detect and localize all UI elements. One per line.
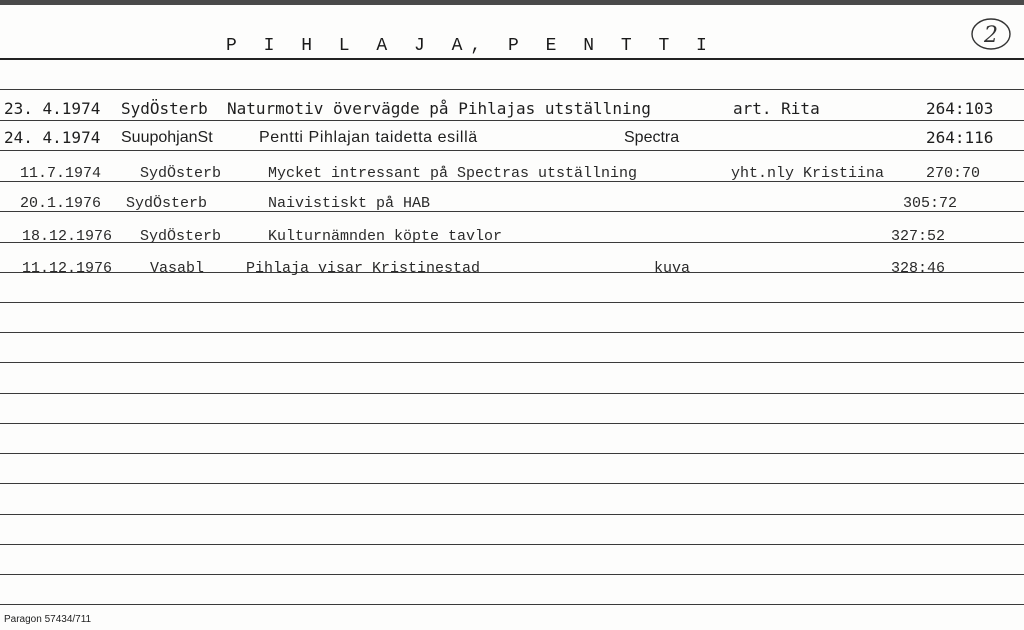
card-heading: P I H L A J A, P E N T T I: [226, 36, 715, 56]
card-footer-print: Paragon 57434/711: [4, 614, 92, 625]
entry-title: Pihlaja visar Kristinestad: [246, 260, 481, 277]
entry-date: 11.12.1976: [22, 260, 113, 277]
entry-source: SydÖsterb: [140, 228, 222, 245]
ruled-line: [0, 120, 1024, 121]
ruled-line: [0, 514, 1024, 515]
entry-source: SydÖsterb: [121, 99, 208, 118]
ruled-line: [0, 604, 1024, 605]
entry-source: Vasabl: [150, 260, 205, 277]
ruled-line: [0, 393, 1024, 394]
ruled-line: [0, 574, 1024, 575]
entry-date: 24. 4.1974: [4, 128, 101, 147]
ruled-line: [0, 302, 1024, 303]
entry-title: Pentti Pihlajan taidetta esillä: [259, 129, 478, 146]
entry-title: Naivistiskt på HAB: [268, 195, 431, 212]
entry-note: Spectra: [624, 129, 680, 146]
ruled-line: [0, 150, 1024, 151]
ruled-line: [0, 362, 1024, 363]
entry-ref: 264:116: [926, 128, 994, 147]
ruled-line: [0, 332, 1024, 333]
entry-note: art. Rita: [733, 99, 820, 118]
entry-date: 20.1.1976: [20, 195, 102, 212]
entry-ref: 270:70: [926, 165, 981, 182]
page-number: 2: [984, 23, 998, 48]
ruled-line: [0, 423, 1024, 424]
entry-ref: 264:103: [926, 99, 994, 118]
entry-note: kuva: [654, 260, 691, 277]
ruled-line: [0, 483, 1024, 484]
ruled-line: [0, 89, 1024, 90]
card-top-edge: [0, 0, 1024, 5]
entry-ref: 305:72: [903, 195, 958, 212]
entry-source: SuupohjanSt: [121, 129, 213, 146]
entry-ref: 328:46: [891, 260, 946, 277]
entry-title: Mycket intressant på Spectras utställning: [268, 165, 638, 182]
entry-title: Kulturnämnden köpte tavlor: [268, 228, 503, 245]
entry-source: SydÖsterb: [126, 195, 208, 212]
entry-note: yht.nly Kristiina: [731, 165, 885, 182]
ruled-line: [0, 544, 1024, 545]
entry-date: 18.12.1976: [22, 228, 113, 245]
header-rule: [0, 58, 1024, 60]
page-number-circle: [970, 16, 1012, 52]
entry-date: 23. 4.1974: [4, 99, 101, 118]
entry-ref: 327:52: [891, 228, 946, 245]
entry-date: 11.7.1974: [20, 165, 102, 182]
entry-source: SydÖsterb: [140, 165, 222, 182]
ruled-line: [0, 453, 1024, 454]
entry-title: Naturmotiv övervägde på Pihlajas utställning: [227, 99, 651, 118]
